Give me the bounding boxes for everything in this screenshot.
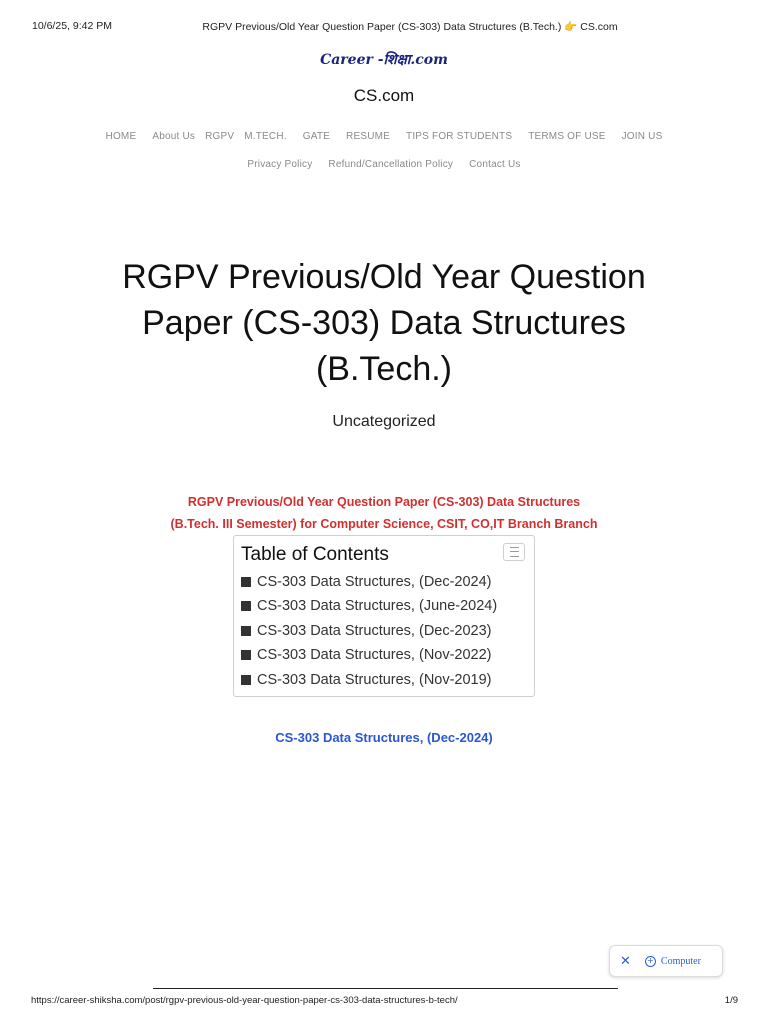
nav-item-tips-for-students[interactable]: TIPS FOR STUDENTS (406, 131, 513, 142)
toc-item[interactable] (241, 619, 524, 643)
nav-item-terms-of-use[interactable]: TERMS OF USE (528, 131, 606, 142)
nav-item-resume[interactable]: RESUME (346, 131, 391, 142)
site-title[interactable]: CS.com (353, 86, 415, 105)
table-of-contents (233, 535, 535, 697)
toc-list (241, 570, 524, 692)
nav-item-gate[interactable]: GATE (302, 131, 331, 142)
divider (153, 988, 618, 989)
print-header (0, 20, 768, 34)
close-icon[interactable]: ✕ (620, 953, 631, 969)
toc-toggle-button[interactable] (503, 543, 525, 561)
toc-title: Table of Contents (241, 544, 389, 565)
main-nav (0, 131, 768, 142)
toc-item[interactable] (241, 643, 524, 667)
intro-line-1: RGPV Previous/Old Year Question Paper (CS-303) Data Structures (187, 495, 581, 509)
toc-item[interactable] (241, 594, 524, 618)
toc-item[interactable] (241, 668, 524, 692)
print-datetime: 10/6/25, 9:42 PM (32, 20, 112, 32)
category-label[interactable]: Uncategorized (332, 413, 436, 430)
toc-item[interactable] (241, 570, 524, 594)
plus-circle-icon: + (645, 956, 656, 967)
print-footer (0, 995, 768, 1009)
toc-item-label: CS-303 Data Structures, (June-2024) (257, 598, 498, 615)
intro-line-2: (B.Tech. III Semester) for Computer Science, CSIT, CO,IT Branch Branch (170, 517, 598, 531)
nav-item-join-us[interactable]: JOIN US (621, 131, 663, 142)
toc-item-label: CS-303 Data Structures, (Dec-2023) (257, 622, 492, 639)
computer-chip (609, 945, 723, 977)
list-icon (510, 547, 519, 557)
nav-item-privacy-policy[interactable]: Privacy Policy (247, 159, 313, 170)
chip-label[interactable]: Computer (660, 955, 701, 967)
square-bullet-icon (241, 626, 251, 636)
section-heading-link[interactable]: CS-303 Data Structures, (Dec-2024) (275, 730, 493, 745)
square-bullet-icon (241, 650, 251, 660)
print-url: https://career-shiksha.com/post/rgpv-previous-old-year-question-paper-cs-303-data-structures-b-tech/ (31, 995, 458, 1006)
page-title: RGPV Previous/Old Year Question Paper (CS-303) Data Structures (B.Tech.) (122, 258, 646, 388)
page-number: 1/9 (724, 995, 738, 1006)
nav-item-mtech[interactable]: M.TECH. (244, 131, 287, 142)
square-bullet-icon (241, 675, 251, 685)
nav-item-about-us[interactable]: About Us (152, 131, 196, 142)
site-logo[interactable]: Career -शिक्षा.com (320, 52, 448, 68)
toc-item-label: CS-303 Data Structures, (Dec-2024) (257, 574, 492, 590)
print-page-title: RGPV Previous/Old Year Question Paper (CS-303) Data Structures (B.Tech.) 👉 CS.com (202, 21, 618, 33)
secondary-nav (0, 159, 768, 170)
square-bullet-icon (241, 577, 251, 587)
nav-item-rgpv[interactable]: RGPV (205, 131, 235, 142)
toc-item-label: CS-303 Data Structures, (Nov-2019) (257, 671, 492, 688)
nav-item-home[interactable]: HOME (105, 131, 137, 142)
intro-text (0, 491, 768, 535)
square-bullet-icon (241, 601, 251, 611)
nav-item-refund-policy[interactable]: Refund/Cancellation Policy (328, 159, 454, 170)
toc-item-label: CS-303 Data Structures, (Nov-2022) (257, 647, 492, 664)
nav-item-contact-us[interactable]: Contact Us (469, 159, 521, 170)
